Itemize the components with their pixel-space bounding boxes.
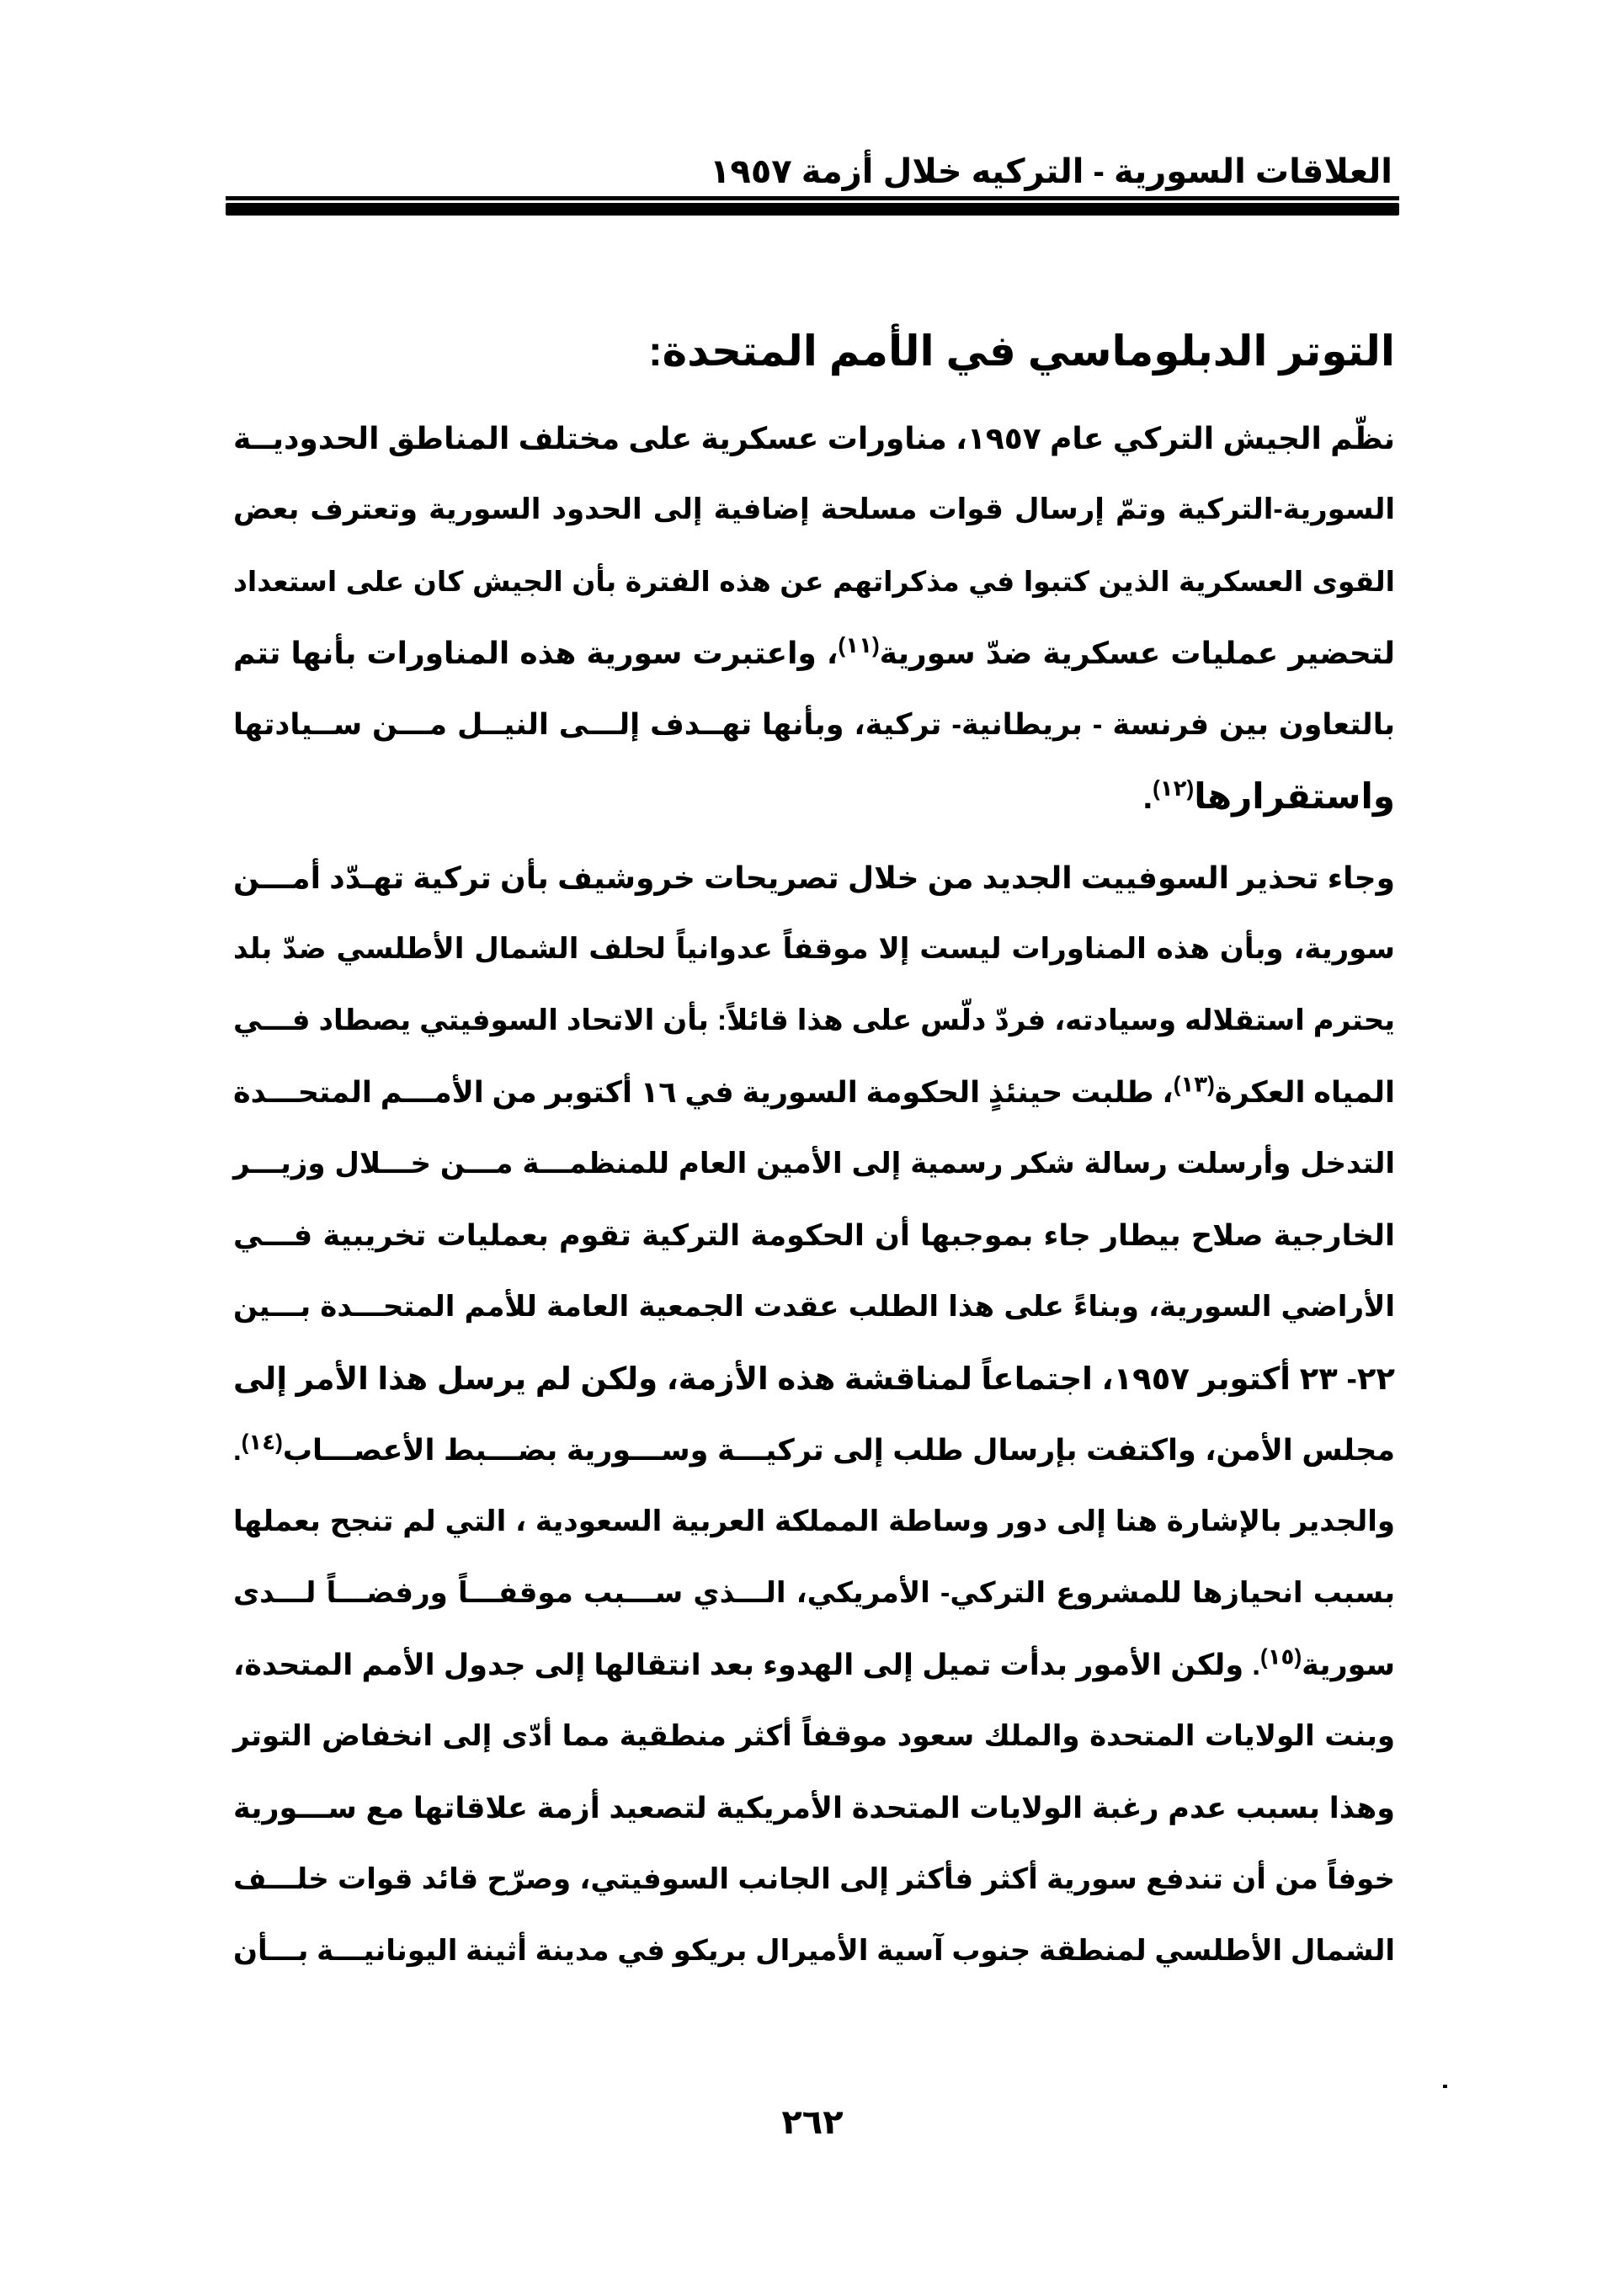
scan-speck	[1443, 2085, 1447, 2088]
body-line	[233, 1701, 1395, 1772]
body-line-text: بالتعاون بين فرنسة - بريطانية- تركية، وبأنها تهــدف إلـــى النيــل مـــن ســيادتها	[233, 708, 1395, 741]
page-number: ٢٦٢	[781, 2104, 844, 2141]
body-line	[233, 1915, 1395, 1987]
header-rule-thick	[226, 203, 1399, 216]
footnote-reference[interactable]: (١٥)	[1260, 1643, 1302, 1670]
footnote-reference[interactable]: (١١)	[838, 632, 880, 658]
body-line	[233, 1271, 1395, 1343]
body-line-text: ٢٢- ٢٣ أكتوبر ١٩٥٧، اجتماعاً لمناقشة هذه الأزمة، ولكن لم يرسل هذا الأمر إلى	[233, 1361, 1395, 1396]
body-line-text: مجلس الأمن، واكتفت بإرسال طلب إلى تركيـــة وســـورية بضـــبط الأعصـــاب	[282, 1434, 1395, 1467]
body-line	[233, 617, 1395, 689]
body-line-text: سورية	[1302, 1649, 1395, 1681]
body-line	[233, 1057, 1395, 1128]
body-line-text: وجاء تحذير السوفييت الجديد من خلال تصريحات خروشيف بأن تركية تهـدّد أمـــن	[233, 860, 1395, 895]
footnote-reference[interactable]: (١٣)	[1173, 1071, 1215, 1097]
body-line-text-continued: .	[233, 1434, 242, 1467]
body-line	[233, 402, 1395, 474]
body-line-text: السورية-التركية وتمّ إرسال قوات مسلحة إضافية إلى الحدود السورية وتعترف بعض	[233, 493, 1395, 525]
body-line-text: الأراضي السورية، وبناءً على هذا الطلب عقدت الجمعية العامة للأمم المتحـــدة بـــين	[233, 1291, 1395, 1323]
body-line	[233, 842, 1395, 914]
body-line-text: نظّم الجيش التركي عام ١٩٥٧، مناورات عسكرية على مختلف المناطق الحدوديــة	[233, 421, 1395, 455]
body-line	[233, 1844, 1395, 1915]
footnote-reference[interactable]: (١٤)	[241, 1429, 283, 1455]
body-line	[233, 1558, 1395, 1629]
body-line-text: الشمال الأطلسي لمنطقة جنوب آسية الأميرال بريكو في مدينة أثينة اليونانيـــة بـــأن	[233, 1935, 1395, 1967]
running-header: العلاقات السورية - التركيه خلال أزمة ١٩٥٧	[709, 153, 1392, 190]
body-line-text: التدخل وأرسلت رسالة شكر رسمية إلى الأمين العام للمنظمـــة مـــن خـــلال وزيـــر	[233, 1148, 1395, 1180]
body-line-text-continued: ، طلبت حينئذٍ الحكومة السورية في ١٦ أكتوبر من الأمـــم المتحـــدة	[233, 1076, 1174, 1109]
body-line	[233, 1772, 1395, 1844]
body-line	[233, 1200, 1395, 1271]
footnote-reference[interactable]: (١٢)	[1153, 775, 1195, 801]
body-line-text-continued: .	[1142, 776, 1153, 816]
body-line	[233, 985, 1395, 1057]
body-line	[233, 914, 1395, 985]
body-line	[233, 1629, 1395, 1701]
body-line	[233, 1343, 1395, 1414]
section-title: التوتر الدبلوماسي في الأمم المتحدة:	[647, 328, 1395, 375]
body-line	[233, 1486, 1395, 1558]
body-line	[233, 1128, 1395, 1200]
body-line-text: وهذا بسبب عدم رغبة الولايات المتحدة الأمريكية لتصعيد أزمة علاقاتها مع ســـورية	[233, 1792, 1395, 1825]
body-line-text: الخارجية صلاح بيطار جاء بموجبها أن الحكومة التركية تقوم بعمليات تخريبية فـــي	[233, 1219, 1395, 1252]
header-rule-thin	[226, 196, 1399, 200]
body-line-text: واستقرارها	[1194, 776, 1395, 816]
body-line-text: وبنت الولايات المتحدة والملك سعود موقفاً أكثر منطقية مما أدّى إلى انخفاض التوتر	[233, 1720, 1395, 1752]
body-line	[233, 689, 1395, 760]
body-line	[233, 760, 1395, 832]
body-line-text: لتحضير عمليات عسكرية ضدّ سورية	[879, 636, 1395, 670]
body-line-text: بسبب انحيازها للمشروع التركي- الأمريكي، الـــذي ســـبب موقفـــاً ورفضـــاً لـــدى	[233, 1577, 1395, 1609]
body-line-text: يحترم استقلاله وسيادته، فردّ دلّس على هذا قائلاً: بأن الاتحاد السوفيتي يصطاد فـــي	[233, 1004, 1395, 1036]
body-line	[233, 474, 1395, 546]
body-line-text: والجدير بالإشارة هنا إلى دور وساطة المملكة العربية السعودية ، التي لم تنجح بعملها	[233, 1505, 1395, 1537]
body-line-text: خوفاً من أن تندفع سورية أكثر فأكثر إلى الجانب السوفيتي، وصرّح قائد قوات خلـــف	[233, 1863, 1395, 1895]
body-line-text-continued: ، واعتبرت سورية هذه المناورات بأنها تتم	[233, 636, 839, 670]
body-line	[233, 546, 1395, 617]
body-text	[233, 402, 1395, 1987]
body-line-text-continued: . ولكن الأمور بدأت تميل إلى الهدوء بعد انتقالها إلى جدول الأمم المتحدة،	[233, 1649, 1261, 1681]
body-line-text: القوى العسكرية الذين كتبوا في مذكراتهم عن هذه الفترة بأن الجيش كان على استعداد	[233, 566, 1395, 597]
body-line-text: المياه العكرة	[1214, 1076, 1395, 1109]
body-line	[233, 1414, 1395, 1486]
body-line-text: سورية، وبأن هذه المناورات ليست إلا موقفاً عدوانياً لحلف الشمال الأطلسي ضدّ بلد	[233, 933, 1395, 965]
